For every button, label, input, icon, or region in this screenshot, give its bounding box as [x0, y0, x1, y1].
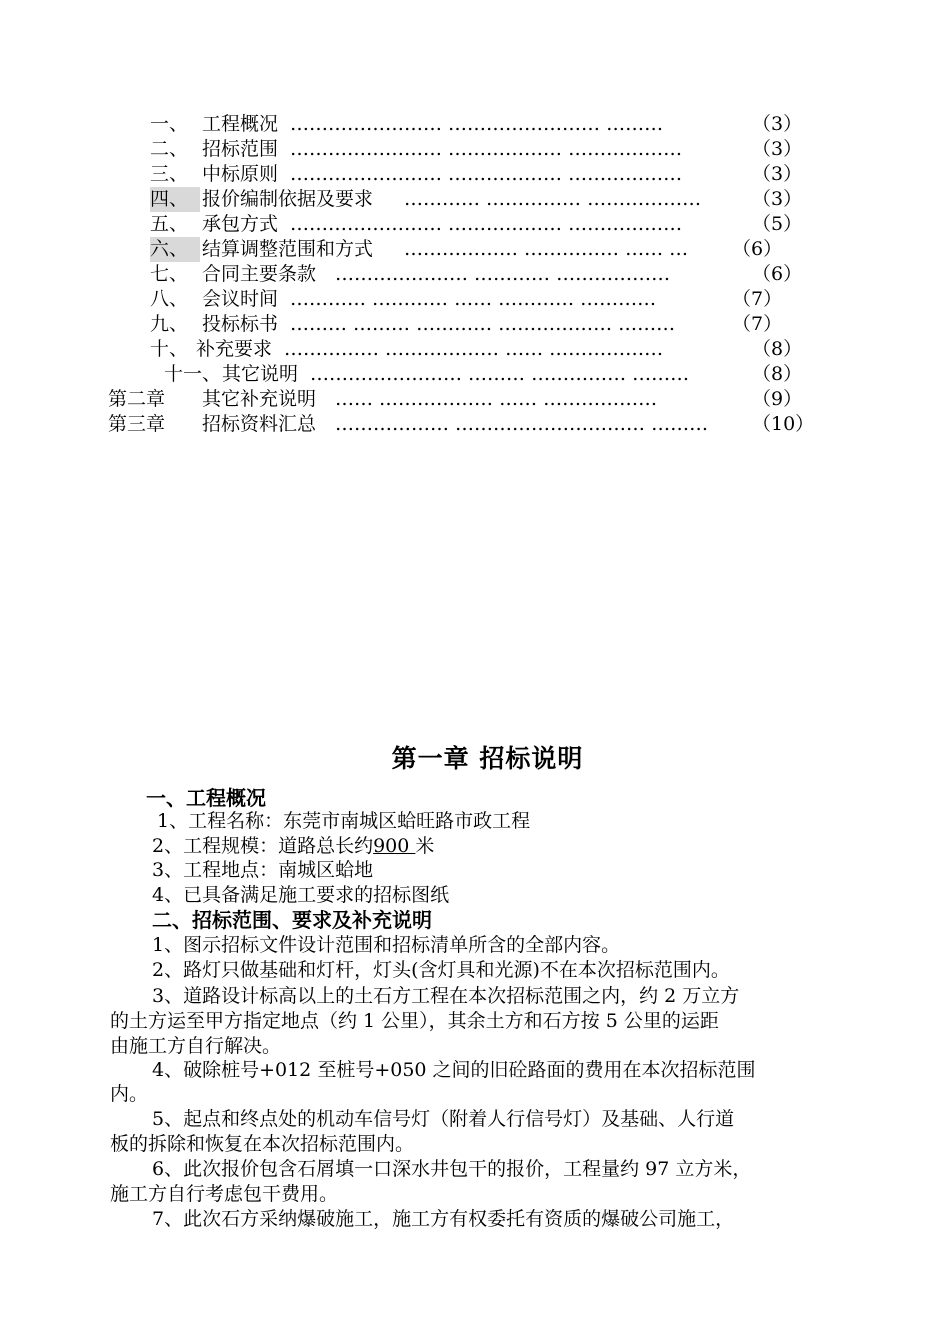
- toc-entry-number: 七、: [150, 263, 189, 285]
- toc-entry-number: 三、: [150, 163, 189, 185]
- toc-entry-page: （10）: [752, 413, 815, 435]
- toc-entry-title: 中标原则: [202, 163, 279, 185]
- toc-entry-leader: …………………… ……………… ………………: [290, 213, 683, 235]
- scope-line: 7、此次石方采纳爆破施工，施工方有权委托有资质的爆破公司施工，: [152, 1208, 735, 1230]
- scope-line: 6、此次报价包含石屑填一口深水井包干的报价，工程量约 97 立方米，: [152, 1158, 752, 1180]
- toc-entry-page: （3）: [752, 113, 803, 135]
- scope-line: 5、起点和终点处的机动车信号灯（附着人行信号灯）及基础、人行道: [152, 1108, 735, 1130]
- section-heading-project-overview: 一、工程概况: [146, 786, 266, 810]
- toc-entry-number: 第三章: [108, 413, 166, 435]
- toc-entry-title: 补充要求: [196, 338, 273, 360]
- toc-entry[interactable]: [0, 337, 950, 362]
- toc-entry-page: （8）: [752, 338, 803, 360]
- scope-line: 的土方运至甲方指定地点（约 1 公里），其余土方和石方按 5 公里的运距: [110, 1010, 719, 1032]
- toc-entry-leader: …………………… ……………… ………………: [290, 138, 683, 160]
- toc-entry[interactable]: [0, 162, 950, 187]
- section-heading-tender-scope: 二、招标范围、要求及补充说明: [152, 908, 432, 932]
- road-length-value: 900: [373, 835, 416, 857]
- toc-entry-leader: ………… ………… …… ………… …………: [290, 288, 657, 310]
- scope-line: 2、路灯只做基础和灯杆，灯头(含灯具和光源)不在本次招标范围内。: [152, 959, 730, 981]
- toc-entry-title: 其它说明: [222, 363, 299, 385]
- toc-entry-leader: …………………… …………………… ………: [290, 113, 664, 135]
- toc-entry-leader: ………………… ………… ………………: [335, 263, 671, 285]
- toc-entry-leader: ……… ……… ………… ……………… ………: [290, 313, 676, 335]
- toc-entry-number: 十、: [150, 338, 189, 360]
- toc-entry-page: （7）: [732, 288, 783, 310]
- toc-entry-title: 工程概况: [202, 113, 279, 135]
- toc-entry-number: 一、: [150, 113, 189, 135]
- project-scale-label: 2、工程规模：道路总长约: [152, 835, 374, 857]
- toc-entry[interactable]: [0, 412, 950, 437]
- toc-entry-number: 六、: [150, 237, 200, 262]
- toc-entry-title: 投标标书: [202, 313, 279, 335]
- chapter-title: 第一章 招标说明: [391, 744, 584, 773]
- toc-entry-title: 承包方式: [202, 213, 279, 235]
- toc-entry-leader: ………… …………… ………………: [404, 188, 702, 210]
- toc-entry-page: （6）: [732, 238, 783, 260]
- toc-entry-number: 四、: [150, 187, 200, 212]
- toc-entry-page: （5）: [752, 213, 803, 235]
- toc-entry-leader: …………………… ……………… ………………: [290, 163, 683, 185]
- toc-entry-page: （7）: [732, 313, 783, 335]
- toc-entry-leader: …………… ……………… …… ………………: [284, 338, 664, 360]
- toc-entry-number: 九、: [150, 313, 189, 335]
- scope-line: 板的拆除和恢复在本次招标范围内。: [110, 1133, 415, 1155]
- project-name-line: 1、工程名称：东莞市南城区蛤旺路市政工程: [157, 810, 531, 832]
- toc-entry-title: 招标资料汇总: [202, 413, 317, 435]
- project-scale-line: [152, 834, 434, 859]
- project-location-line: 3、工程地点：南城区蛤地: [152, 859, 374, 881]
- toc-entry[interactable]: [0, 312, 950, 337]
- toc-entry-leader: ……………… ………………………… ………: [335, 413, 709, 435]
- toc-entry-number: 八、: [150, 288, 189, 310]
- toc-entry[interactable]: [0, 262, 950, 287]
- toc-entry-number: 五、: [150, 213, 189, 235]
- drawings-line: 4、已具备满足施工要求的招标图纸: [152, 884, 450, 906]
- scope-line: 内。: [110, 1083, 149, 1105]
- toc-entry[interactable]: [0, 287, 950, 312]
- scope-line: 4、破除桩号+012 至桩号+050 之间的旧砼路面的费用在本次招标范围: [152, 1059, 756, 1081]
- toc-entry[interactable]: [0, 237, 950, 262]
- scope-line: 3、道路设计标高以上的土石方工程在本次招标范围之内，约 2 万立方: [152, 985, 740, 1007]
- toc-entry-page: （3）: [752, 188, 803, 210]
- toc-entry-number: 第二章: [108, 388, 166, 410]
- road-length-unit: 米: [415, 835, 435, 857]
- toc-entry[interactable]: [0, 112, 950, 137]
- toc-entry[interactable]: [0, 187, 950, 212]
- toc-entry-page: （3）: [752, 163, 803, 185]
- toc-entry-title: 会议时间: [202, 288, 279, 310]
- toc-entry-leader: …… ……………… …… ………………: [335, 388, 658, 410]
- toc-entry[interactable]: [0, 362, 950, 387]
- toc-entry-page: （3）: [752, 138, 803, 160]
- toc-entry-page: （6）: [752, 263, 803, 285]
- toc-entry-page: （9）: [752, 388, 803, 410]
- scope-line: 由施工方自行解决。: [110, 1035, 282, 1057]
- toc-entry[interactable]: [0, 137, 950, 162]
- scope-line: 1、图示招标文件设计范围和招标清单所含的全部内容。: [152, 934, 621, 956]
- toc-entry-number: 十一、: [164, 363, 222, 385]
- toc-entry[interactable]: [0, 212, 950, 237]
- toc-entry-number: 二、: [150, 138, 189, 160]
- toc-entry-leader: …………………… ……… …………… ………: [310, 363, 690, 385]
- scope-line: 施工方自行考虑包干费用。: [110, 1183, 339, 1205]
- toc-entry-page: （8）: [752, 363, 803, 385]
- toc-entry-leader: ……………… …………… …… …: [404, 238, 689, 260]
- toc-entry-title: 合同主要条款: [202, 263, 317, 285]
- toc-entry-title: 报价编制依据及要求: [202, 188, 374, 210]
- toc-entry-title: 结算调整范围和方式: [202, 238, 374, 260]
- toc-entry-title: 其它补充说明: [202, 388, 317, 410]
- toc-entry-title: 招标范围: [202, 138, 279, 160]
- toc-entry[interactable]: [0, 387, 950, 412]
